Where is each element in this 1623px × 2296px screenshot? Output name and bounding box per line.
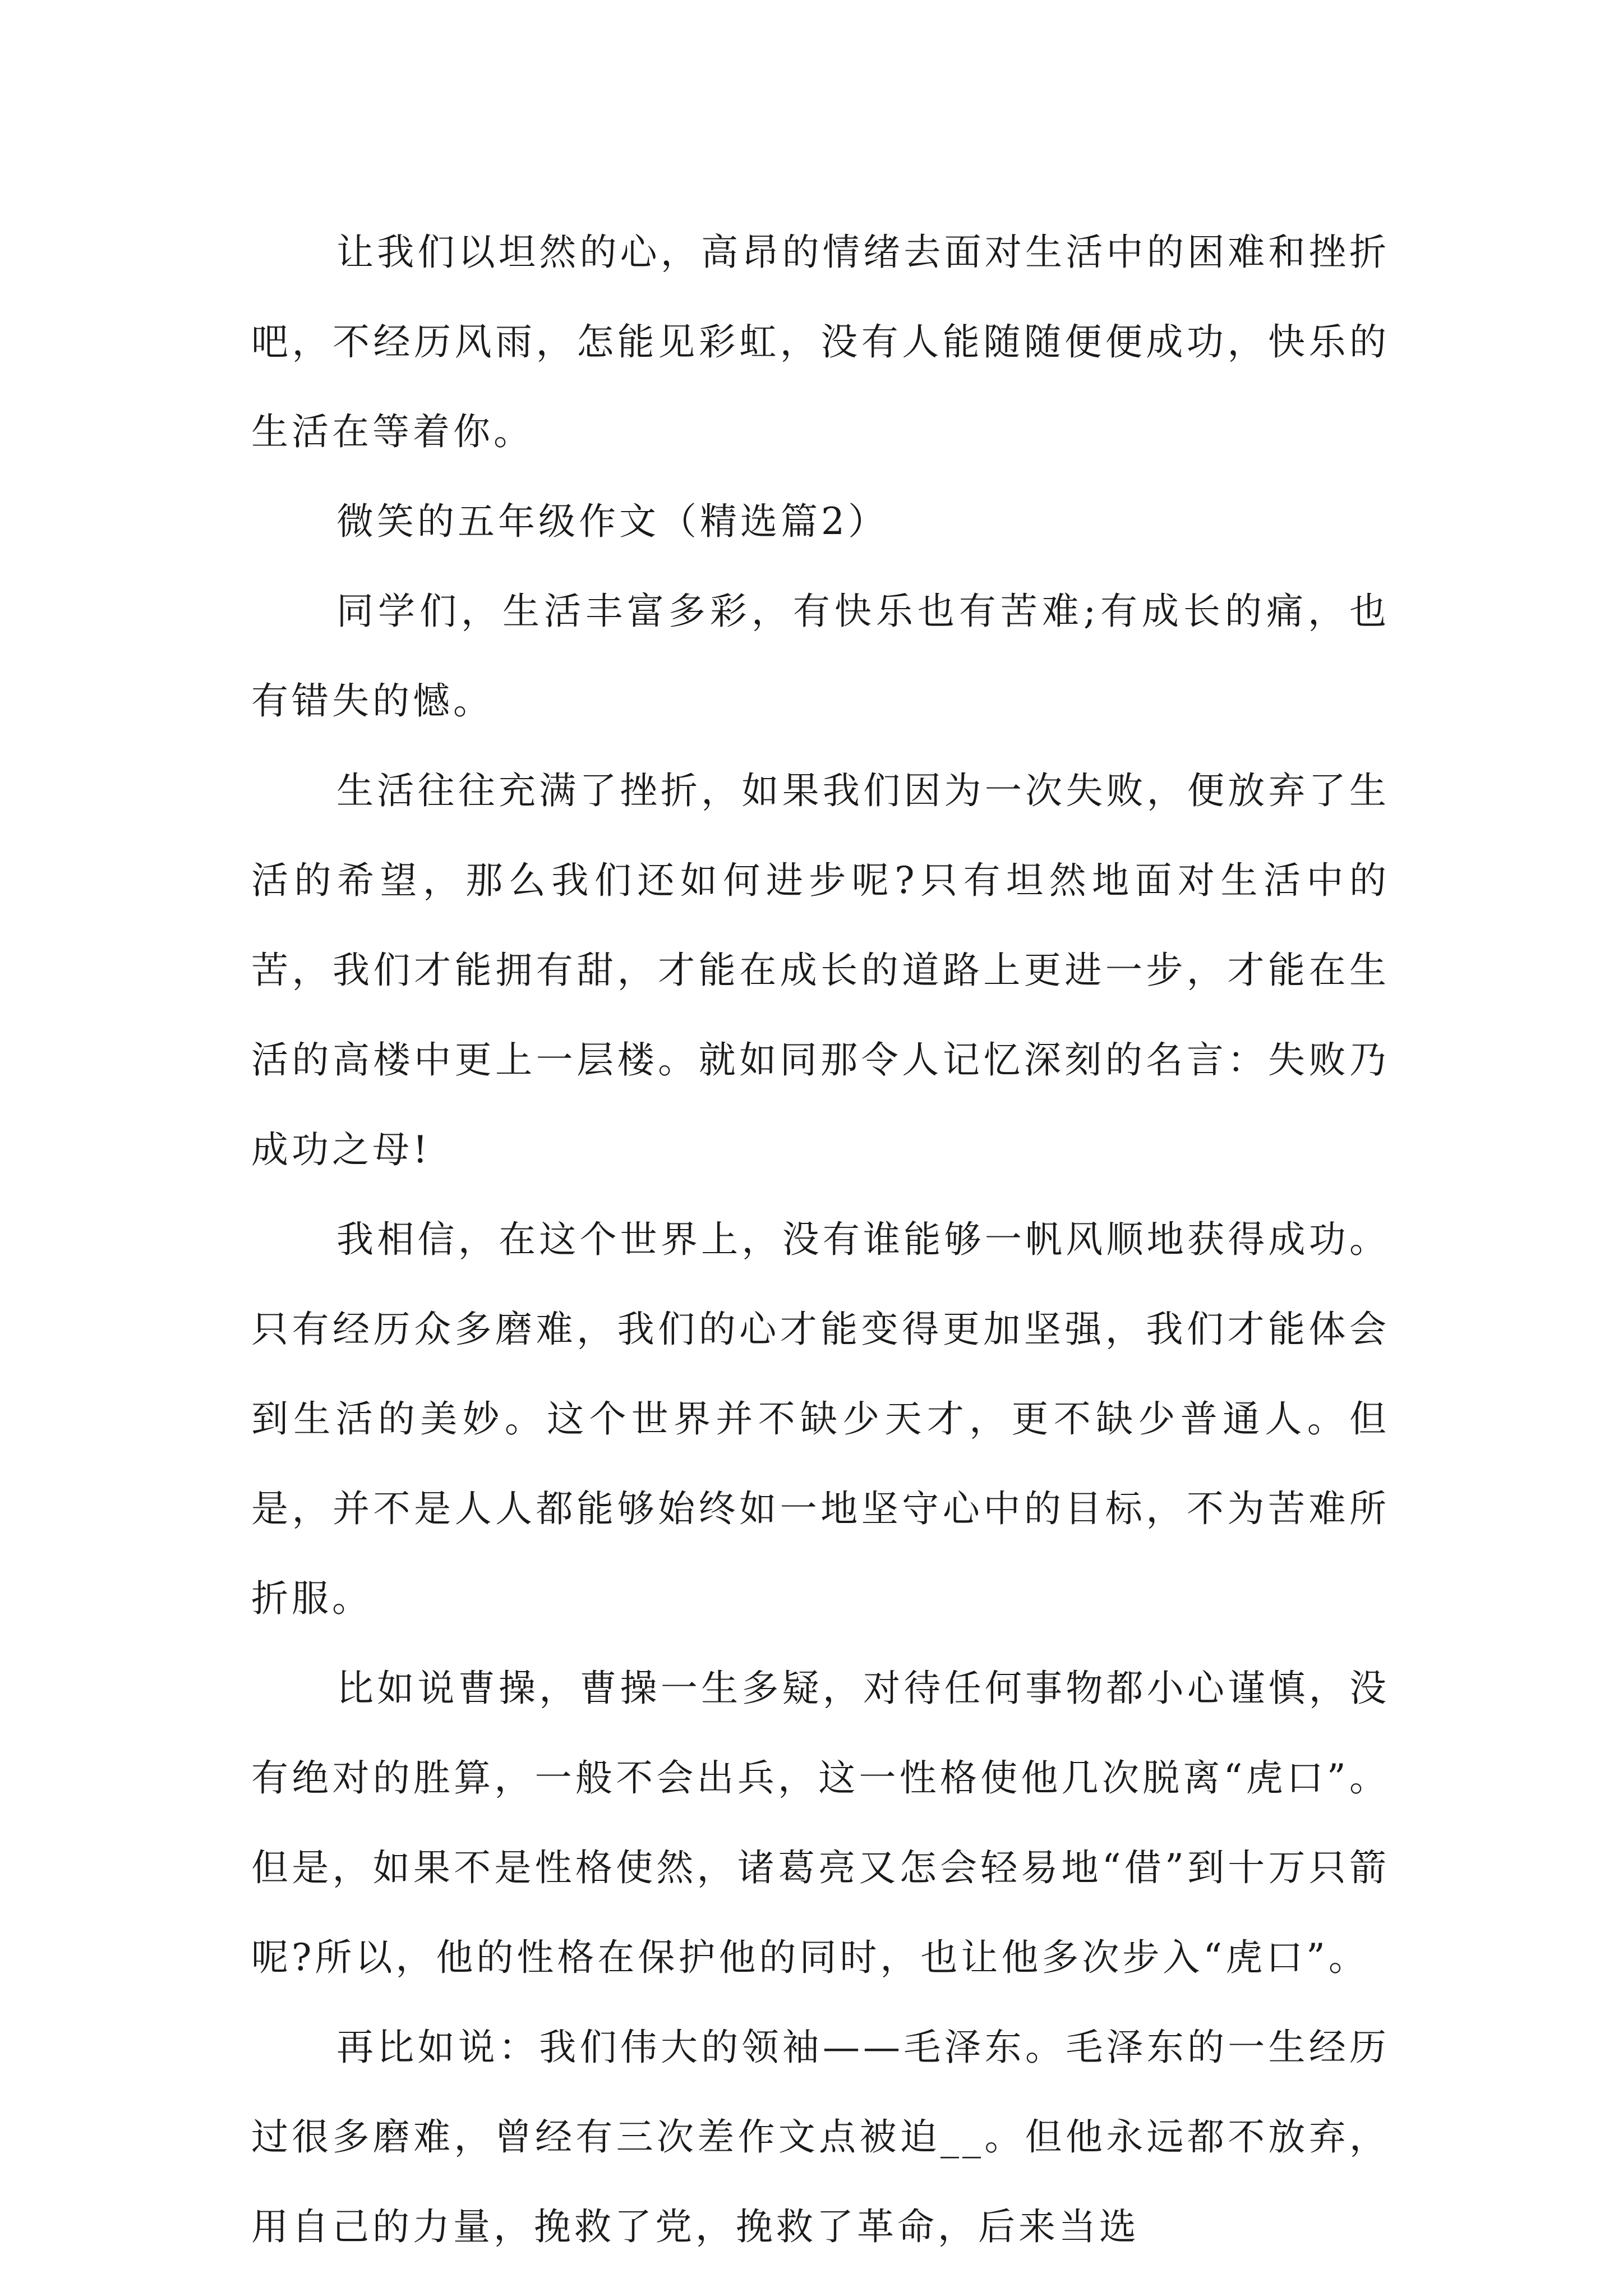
document-body bbox=[251, 208, 1390, 2272]
paragraph-setbacks: 生活往往充满了挫折，如果我们因为一次失败，便放弃了生活的希望，那么我们还如何进步呢?只有坦然地面对生活中的苦，我们才能拥有甜，才能在成长的道路上更进一步，才能在生活的高楼中更上一层楼。就如同那令人记忆深刻的名言：失败乃成功之母! bbox=[251, 769, 1390, 1171]
paragraph-mao: 再比如说：我们伟大的领袖——毛泽东。毛泽东的一生经历过很多磨难，曾经有三次差作文点被迫__。但他永远都不放弃，用自己的力量，挽救了党，挽救了革命，后来当选 bbox=[251, 2026, 1390, 2248]
paragraph-cao-cao: 比如说曹操，曹操一生多疑，对待任何事物都小心谨慎，没有绝对的胜算，一般不会出兵，这一性格使他几次脱离“虎口”。但是，如果不是性格使然，诸葛亮又怎会轻易地“借”到十万只箭呢?所以，他的性格在保护他的同时，也让他多次步入“虎口”。 bbox=[251, 1667, 1390, 1979]
section-heading: 微笑的五年级作文（精选篇2） bbox=[336, 500, 888, 543]
paragraph-closing: 让我们以坦然的心，高昂的情绪去面对生活中的困难和挫折吧，不经历风雨，怎能见彩虹，没有人能随随便便成功，快乐的生活在等着你。 bbox=[251, 231, 1390, 453]
paragraph-intro: 同学们，生活丰富多彩，有快乐也有苦难;有成长的痛，也有错失的憾。 bbox=[251, 590, 1390, 723]
paragraph-belief: 我相信，在这个世界上，没有谁能够一帆风顺地获得成功。只有经历众多磨难，我们的心才能变得更加坚强，我们才能体会到生活的美妙。这个世界并不缺少天才，更不缺少普通人。但是，并不是人人都能够始终如一地坚守心中的目标，不为苦难所折服。 bbox=[251, 1218, 1390, 1620]
